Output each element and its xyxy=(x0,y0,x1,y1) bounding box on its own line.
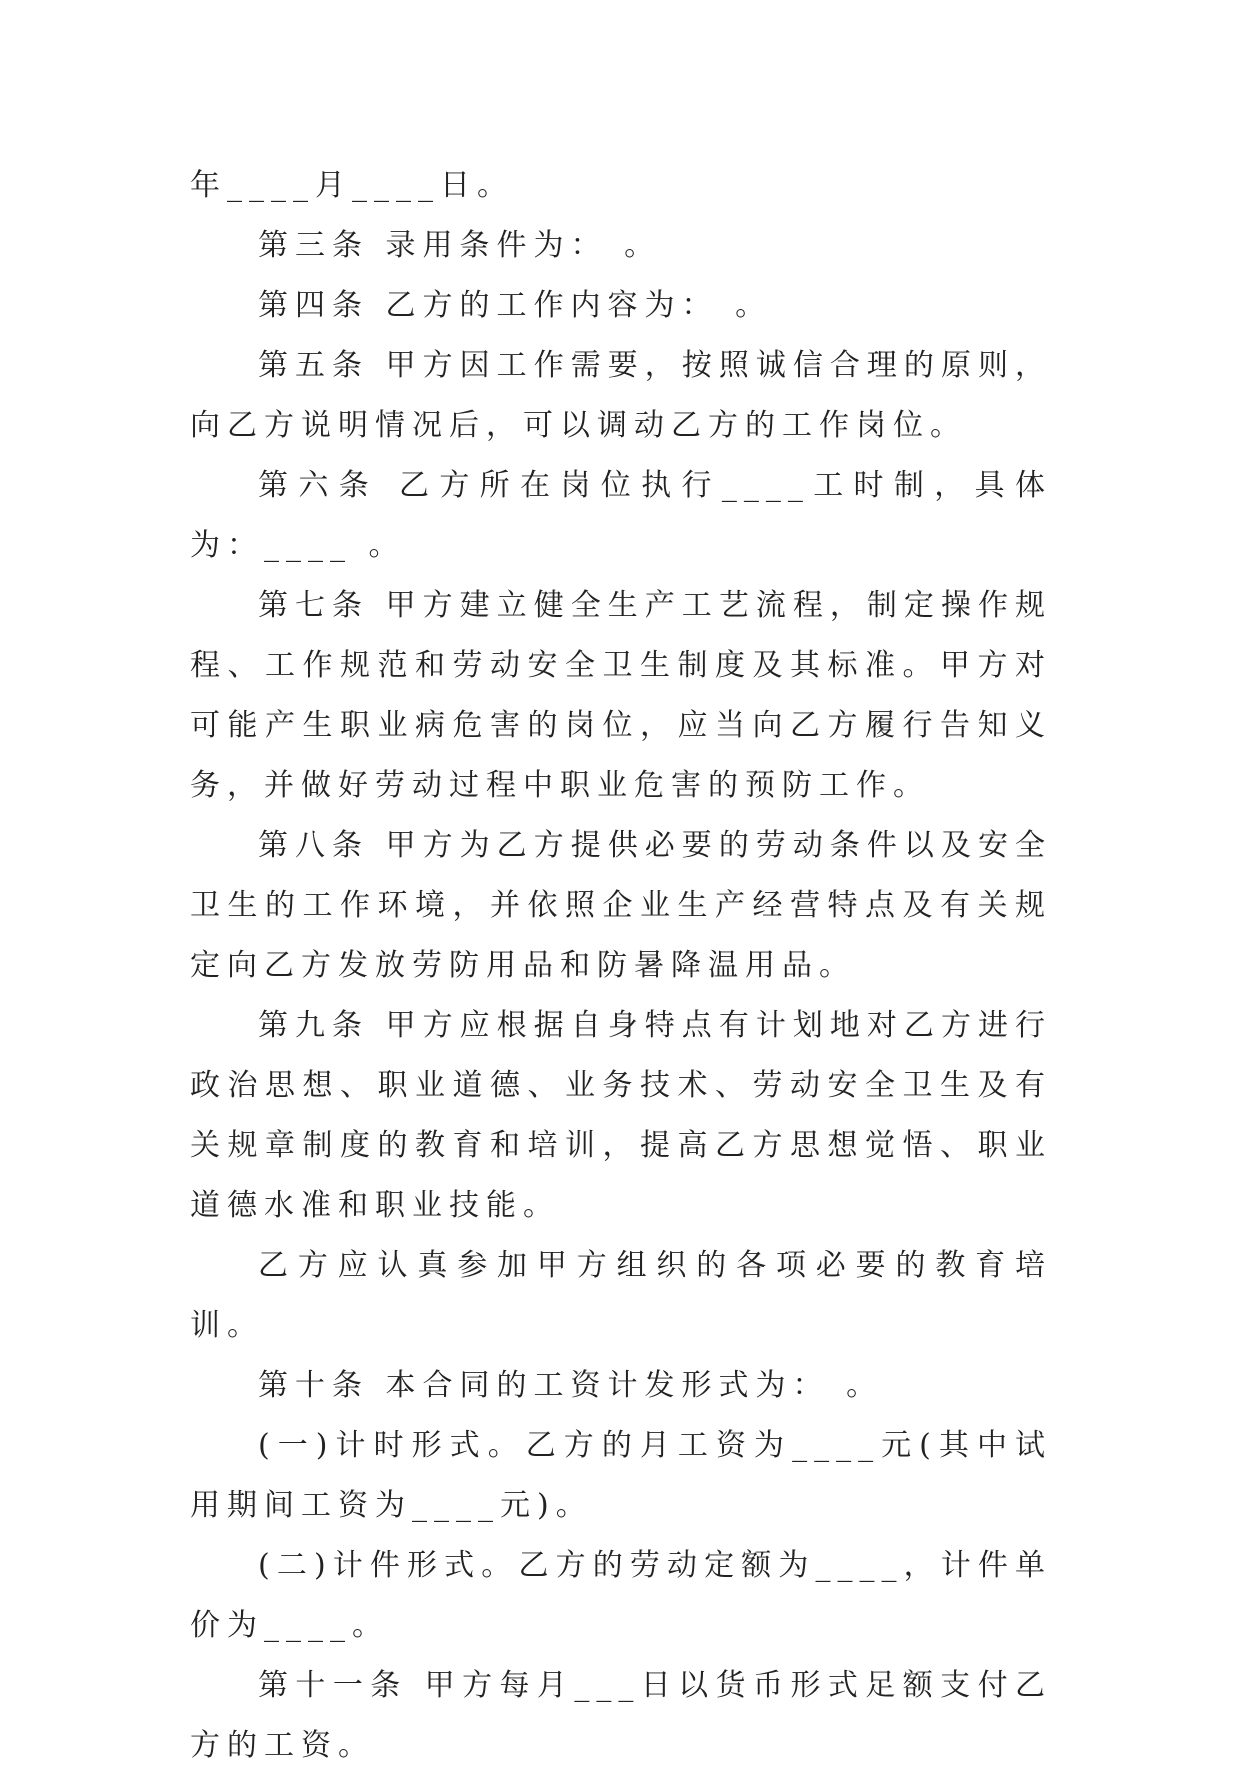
paragraph-date-line: 年____月____日。 xyxy=(190,168,514,203)
paragraph-article-11: 第十一条 甲方每月___日以货币形式足额支付乙方的工资。 xyxy=(190,1668,1052,1763)
paragraph-time-wage: (一)计时形式。乙方的月工资为____元(其中试用期间工资为____元)。 xyxy=(190,1428,1052,1523)
paragraph-article-7: 第七条 甲方建立健全生产工艺流程，制定操作规程、工作规范和劳动安全卫生制度及其标准。甲方对可能产生职业病危害的岗位，应当向乙方履行告知义务，并做好劳动过程中职业危害的预防工作。 xyxy=(190,588,1052,803)
paragraph-article-8: 第八条 甲方为乙方提供必要的劳动条件以及安全卫生的工作环境，并依照企业生产经营特点及有关规定向乙方发放劳防用品和防暑降温用品。 xyxy=(190,828,1052,983)
paragraph-article-10: 第十条 本合同的工资计发形式为： 。 xyxy=(258,1368,884,1403)
paragraph-article-3: 第三条 录用条件为： 。 xyxy=(258,228,662,263)
paragraph-article-9: 第九条 甲方应根据自身特点有计划地对乙方进行政治思想、职业道德、业务技术、劳动安全卫生及有关规章制度的教育和培训，提高乙方思想觉悟、职业道德水准和职业技能。 xyxy=(190,1008,1052,1223)
paragraph-article-5: 第五条 甲方因工作需要，按照诚信合理的原则，向乙方说明情况后，可以调动乙方的工作岗位。 xyxy=(190,348,1052,443)
paragraph-piece-wage: (二)计件形式。乙方的劳动定额为____，计件单价为____。 xyxy=(190,1548,1052,1643)
document-page xyxy=(190,156,1052,1776)
paragraph-article-4: 第四条 乙方的工作内容为： 。 xyxy=(258,288,773,323)
paragraph-article-6: 第六条 乙方所在岗位执行____工时制，具体为：____ 。 xyxy=(190,468,1052,563)
paragraph-training-note: 乙方应认真参加甲方组织的各项必要的教育培训。 xyxy=(190,1248,1052,1343)
